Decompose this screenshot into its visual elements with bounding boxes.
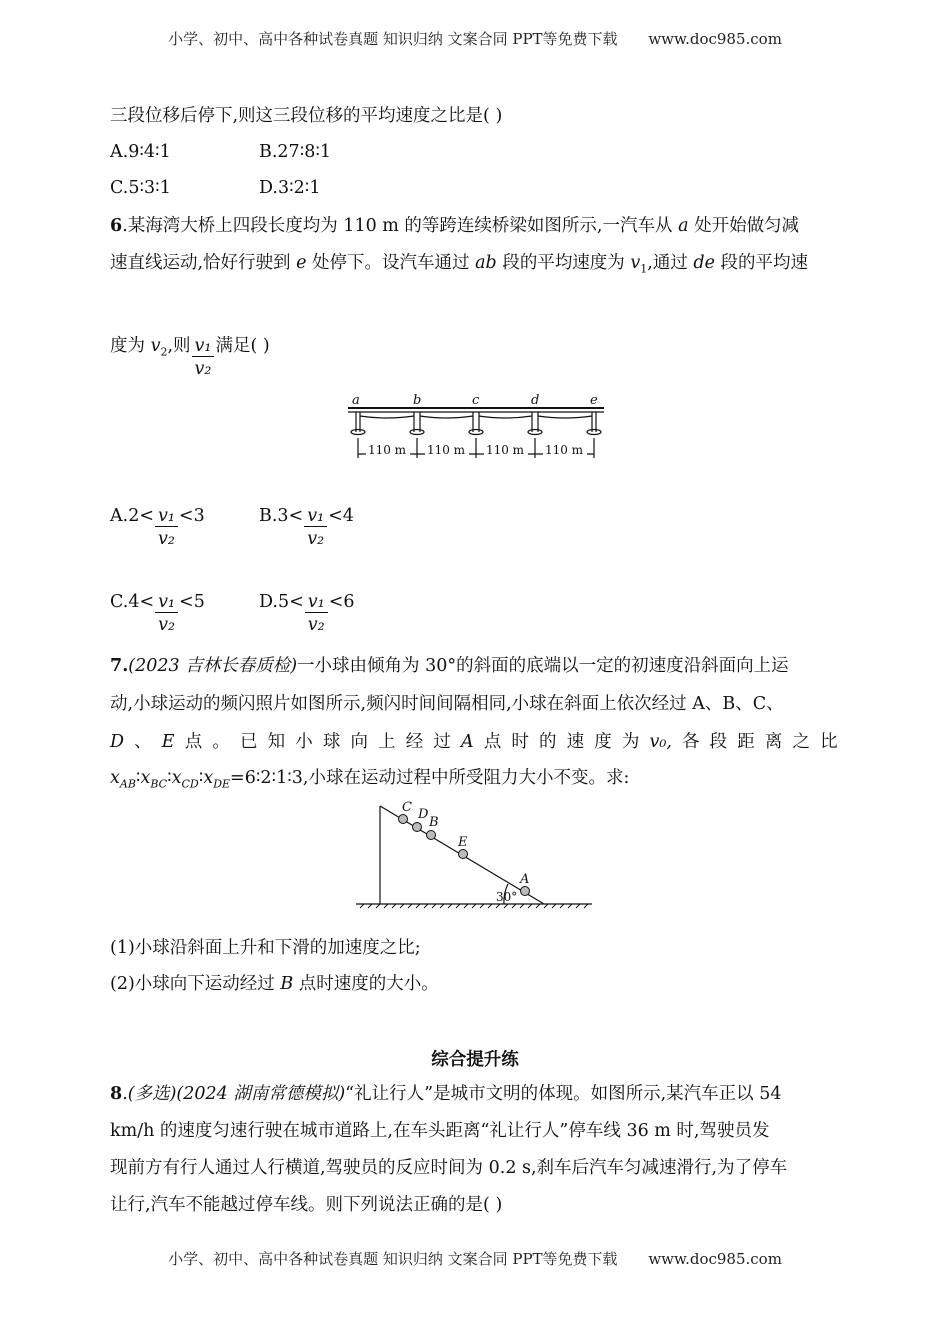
q7-line3-word: 上 xyxy=(378,732,396,752)
bridge-label-a: a xyxy=(352,394,360,408)
q7-line3 xyxy=(110,730,838,754)
footer-text: 小学、初中、高中各种试卷真题 知识归纳 文案合同 PPT等免费下载 xyxy=(168,1250,618,1268)
bridge-label-d: d xyxy=(531,394,540,408)
q7-sub1: (1)小球沿斜面上升和下滑的加速度之比; xyxy=(110,938,421,958)
q6-option-c: C.4< $\frac{\text{v₁}}{\text{v₂}}$ <5 xyxy=(110,592,205,635)
q7-line3-word: 点 xyxy=(483,732,502,752)
header-text: 小学、初中、高中各种试卷真题 知识归纳 文案合同 PPT等免费下载 xyxy=(168,30,618,48)
q7-line3-word: 为 xyxy=(621,732,640,752)
q7-line1: 7.(2023 吉林长春质检)一小球由倾角为 30°的斜面的底端以一定的初速度沿斜面向上运 xyxy=(110,656,789,676)
q7-line3-word: 速 xyxy=(566,732,585,752)
bridge-figure xyxy=(340,394,610,464)
q7-line3-word: 度 xyxy=(594,732,612,752)
q5-option-b: B.27∶8∶1 xyxy=(259,142,332,162)
ball-e xyxy=(459,850,468,859)
ball-a xyxy=(521,887,530,896)
section-title: 综合提升练 xyxy=(431,1050,519,1070)
q7-line3-word: v₀, xyxy=(649,732,672,752)
q6-number: 6 xyxy=(110,216,123,236)
q7-line3-word: 各 xyxy=(682,732,700,752)
q7-line3-word: 经 xyxy=(405,732,424,752)
bridge-piers xyxy=(351,412,601,435)
q6-line2: 速直线运动,恰好行驶到 e 处停下。设汽车通过 ab 段的平均速度为 $v_1$,通过 de 段的平均速 xyxy=(110,253,809,276)
label-a: A xyxy=(520,872,530,887)
q8-line2: km/h 的速度匀速行驶在城市道路上,在车头距离“礼让行人”停车线 36 m 时,驾驶员发 xyxy=(110,1121,770,1141)
span-label-3: 110 m xyxy=(485,443,525,457)
q7-sub2: (2)小球向下运动经过 B 点时速度的大小。 xyxy=(110,974,439,994)
label-b: B xyxy=(429,815,439,830)
q7-line3-word: 、 xyxy=(134,732,152,752)
q5-line: 三段位移后停下,则这三段位移的平均速度之比是( ) xyxy=(110,106,503,126)
bridge-label-c: c xyxy=(472,394,480,408)
q7-line4: $x_{AB}∶x_{BC}∶x_{CD}∶x_{DE}=6∶2∶1∶3$,小球在运动过程中所受阻力大小不变。求: xyxy=(110,768,630,791)
q7-line3-word: 距 xyxy=(737,732,755,752)
ball-b xyxy=(427,831,436,840)
incline-figure xyxy=(352,796,596,914)
q6-line3: 度为 $v_2$,则 $\frac{\text{v₁}}{\text{v₂}}$ 满足( ) xyxy=(110,336,270,379)
q7-line3-word: 点 xyxy=(184,732,203,752)
q5-option-a: A.9∶4∶1 xyxy=(110,142,171,162)
page-header xyxy=(0,28,950,49)
bridge-label-e: e xyxy=(590,394,598,408)
span-label-4: 110 m xyxy=(544,443,584,457)
q7-line3-word: 向 xyxy=(350,732,368,752)
v1-over-v2-fraction: $\frac{\text{v₁}}{\text{v₂}}$ xyxy=(192,336,215,381)
q7-line3-word: 过 xyxy=(433,732,451,752)
q7-line3-word: A xyxy=(460,732,474,752)
q6-option-d: D.5< $\frac{\text{v₁}}{\text{v₂}}$ <6 xyxy=(259,592,355,635)
q7-line3-word: 的 xyxy=(538,732,557,752)
label-e: E xyxy=(458,835,468,850)
q5-option-c: C.5∶3∶1 xyxy=(110,178,171,198)
q7-line3-word: 知 xyxy=(267,732,286,752)
footer-url[interactable]: www.doc985.com xyxy=(648,1250,782,1268)
angle-label: 30° xyxy=(496,890,518,904)
q7-line3-word: 。 xyxy=(212,732,230,752)
span-label-2: 110 m xyxy=(426,443,466,457)
q7-line3-word: 段 xyxy=(709,732,728,752)
q7-line3-word: D xyxy=(110,732,125,752)
q7-line2: 动,小球运动的频闪照片如图所示,频闪时间间隔相同,小球在斜面上依次经过 A、B、C、 xyxy=(110,694,784,714)
label-d: D xyxy=(418,807,429,822)
ball-d xyxy=(413,823,422,832)
q7-source: (2023 吉林长春质检) xyxy=(128,656,298,676)
q7-line3-word: 小 xyxy=(295,732,313,752)
header-url[interactable]: www.doc985.com xyxy=(648,30,782,48)
q6-line1: 6.某海湾大桥上四段长度均为 110 m 的等跨连续桥梁如图所示,一汽车从 a 处开始做匀减 xyxy=(110,216,800,236)
q8-line1: 8.(多选)(2024 湖南常德模拟)“礼让行人”是城市文明的体现。如图所示,某汽车正以 54 xyxy=(110,1084,782,1104)
ball-c xyxy=(399,815,408,824)
q8-line3: 现前方有行人通过人行横道,驾驶员的反应时间为 0.2 s,刹车后汽车匀减速滑行,为了停车 xyxy=(110,1158,788,1178)
q5-option-d: D.3∶2∶1 xyxy=(259,178,321,198)
q6-option-a: A.2< $\frac{\text{v₁}}{\text{v₂}}$ <3 xyxy=(110,506,205,549)
q7-line3-word: 比 xyxy=(820,732,838,752)
q7-line3-word: 时 xyxy=(511,732,529,752)
q7-line3-word: 之 xyxy=(792,732,811,752)
q7-line3-word: E xyxy=(161,732,175,752)
q8-line4: 让行,汽车不能越过停车线。则下列说法正确的是( ) xyxy=(110,1195,503,1215)
q6-option-b: B.3< $\frac{\text{v₁}}{\text{v₂}}$ <4 xyxy=(259,506,354,549)
bridge-label-b: b xyxy=(413,394,422,408)
q7-line3-word: 球 xyxy=(322,732,341,752)
q7-line3-word: 离 xyxy=(764,732,783,752)
q7-line3-word: 已 xyxy=(239,732,258,752)
span-label-1: 110 m xyxy=(367,443,407,457)
page-footer xyxy=(0,1248,950,1269)
label-c: C xyxy=(402,800,412,815)
